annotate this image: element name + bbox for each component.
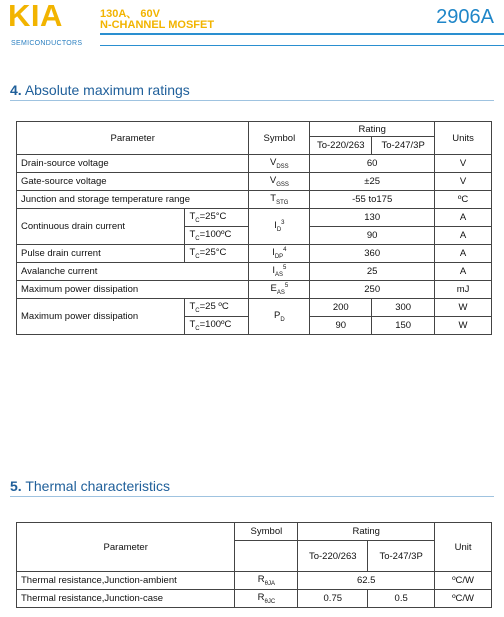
header-rule-top — [100, 33, 504, 35]
table-row — [17, 590, 492, 608]
header-units: Units — [435, 122, 492, 155]
value-cell: 250 — [310, 281, 435, 299]
condition-cell: $T_C=25^\circ C$ — [185, 245, 249, 263]
spec-type: N-CHANNEL MOSFET — [100, 19, 215, 31]
section-4-title: Absolute maximum ratings — [24, 82, 190, 98]
unit-cell: ºC — [435, 191, 492, 209]
header-rating: Rating — [310, 122, 435, 137]
symbol-cell: $E_{AS}^5$ — [249, 281, 310, 299]
header-symbol: Symbol — [235, 523, 298, 541]
unit-cell: A — [435, 245, 492, 263]
table-row — [17, 191, 492, 209]
table-row — [17, 173, 492, 191]
unit-cell: V — [435, 155, 492, 173]
kia-logo: KIA — [8, 0, 63, 33]
section-5-title: Thermal characteristics — [25, 478, 171, 494]
param-cell: Avalanche current — [17, 263, 249, 281]
symbol-cell: $R_{\theta JA}$ — [235, 572, 298, 590]
value-cell: 130 — [310, 209, 435, 227]
symbol-cell: $I_{AS}^5$ — [249, 263, 310, 281]
section-5-heading — [10, 478, 170, 494]
condition-cell: $T_C=25^\circ C$ — [185, 209, 249, 227]
table-header-row — [17, 523, 492, 541]
value-cell: 0.75 — [298, 590, 368, 608]
header-parameter: Parameter — [17, 523, 235, 572]
condition-cell: $T_C=100ºC$ — [185, 227, 249, 245]
symbol-cell: $I_D^3$ — [249, 209, 310, 245]
spec-rating: 130A、 60V — [100, 8, 160, 20]
header-unit: Unit — [435, 523, 492, 572]
param-cell: Drain-source voltage — [17, 155, 249, 173]
table-row — [17, 572, 492, 590]
symbol-cell: $R_{\theta JC}$ — [235, 590, 298, 608]
unit-cell: W — [435, 299, 492, 317]
table-row — [17, 299, 492, 317]
unit-cell: W — [435, 317, 492, 335]
symbol-cell: $V_{GSS}$ — [249, 173, 310, 191]
header-pkg-to220: To-220/263 — [310, 137, 372, 155]
part-number: 2906A — [436, 6, 494, 28]
value-cell: 200 — [310, 299, 372, 317]
unit-cell: mJ — [435, 281, 492, 299]
thermal-characteristics-table — [16, 522, 492, 608]
section-4-number: 4. — [10, 82, 22, 98]
table-row — [17, 155, 492, 173]
symbol-cell: $P_D$ — [249, 299, 310, 335]
value-cell: ±25 — [310, 173, 435, 191]
param-cell: Continuous drain current — [17, 209, 185, 245]
value-cell: 0.5 — [368, 590, 435, 608]
symbol-cell: $V_{DSS}$ — [249, 155, 310, 173]
section-4-rule — [10, 100, 494, 101]
header-symbol: Symbol — [249, 122, 310, 155]
table-row — [17, 263, 492, 281]
header-pkg-to247: To-247/3P — [372, 137, 435, 155]
value-cell: 60 — [310, 155, 435, 173]
param-cell: Maximum power dissipation — [17, 299, 185, 335]
value-cell: 90 — [310, 317, 372, 335]
value-cell: 300 — [372, 299, 435, 317]
symbol-cell: $I_{DP}^4$ — [249, 245, 310, 263]
absolute-max-ratings-table — [16, 121, 492, 335]
header-pkg-to247: To-247/3P — [368, 541, 435, 572]
unit-cell: A — [435, 263, 492, 281]
value-cell: 90 — [310, 227, 435, 245]
symbol-cell: $T_{STG}$ — [249, 191, 310, 209]
logo-subtitle: SEMICONDUCTORS — [11, 40, 83, 47]
table-row — [17, 281, 492, 299]
param-cell: Junction and storage temperature range — [17, 191, 249, 209]
header-pkg-to220: To-220/263 — [298, 541, 368, 572]
header-rating: Rating — [298, 523, 435, 541]
unit-cell: ºC/W — [435, 590, 492, 608]
header-symbol-blank — [235, 541, 298, 572]
condition-cell: $T_C=100ºC$ — [185, 317, 249, 335]
unit-cell: A — [435, 209, 492, 227]
param-cell: Thermal resistance,Junction-ambient — [17, 572, 235, 590]
value-cell: -55 to175 — [310, 191, 435, 209]
unit-cell: ºC/W — [435, 572, 492, 590]
unit-cell: A — [435, 227, 492, 245]
section-5-number: 5. — [10, 478, 22, 494]
unit-cell: V — [435, 173, 492, 191]
param-cell: Gate-source voltage — [17, 173, 249, 191]
table-header-row — [17, 122, 492, 137]
table-row — [17, 209, 492, 227]
header-parameter: Parameter — [17, 122, 249, 155]
condition-cell: $T_C=25$ ºC — [185, 299, 249, 317]
param-cell: Pulse drain current — [17, 245, 185, 263]
param-cell: Maximum power dissipation — [17, 281, 249, 299]
value-cell: 25 — [310, 263, 435, 281]
value-cell: 150 — [372, 317, 435, 335]
value-cell: 62.5 — [298, 572, 435, 590]
header-rule-bottom — [100, 45, 504, 46]
param-cell: Thermal resistance,Junction-case — [17, 590, 235, 608]
table-row — [17, 245, 492, 263]
section-4-heading — [10, 82, 190, 98]
value-cell: 360 — [310, 245, 435, 263]
section-5-rule — [10, 496, 494, 497]
